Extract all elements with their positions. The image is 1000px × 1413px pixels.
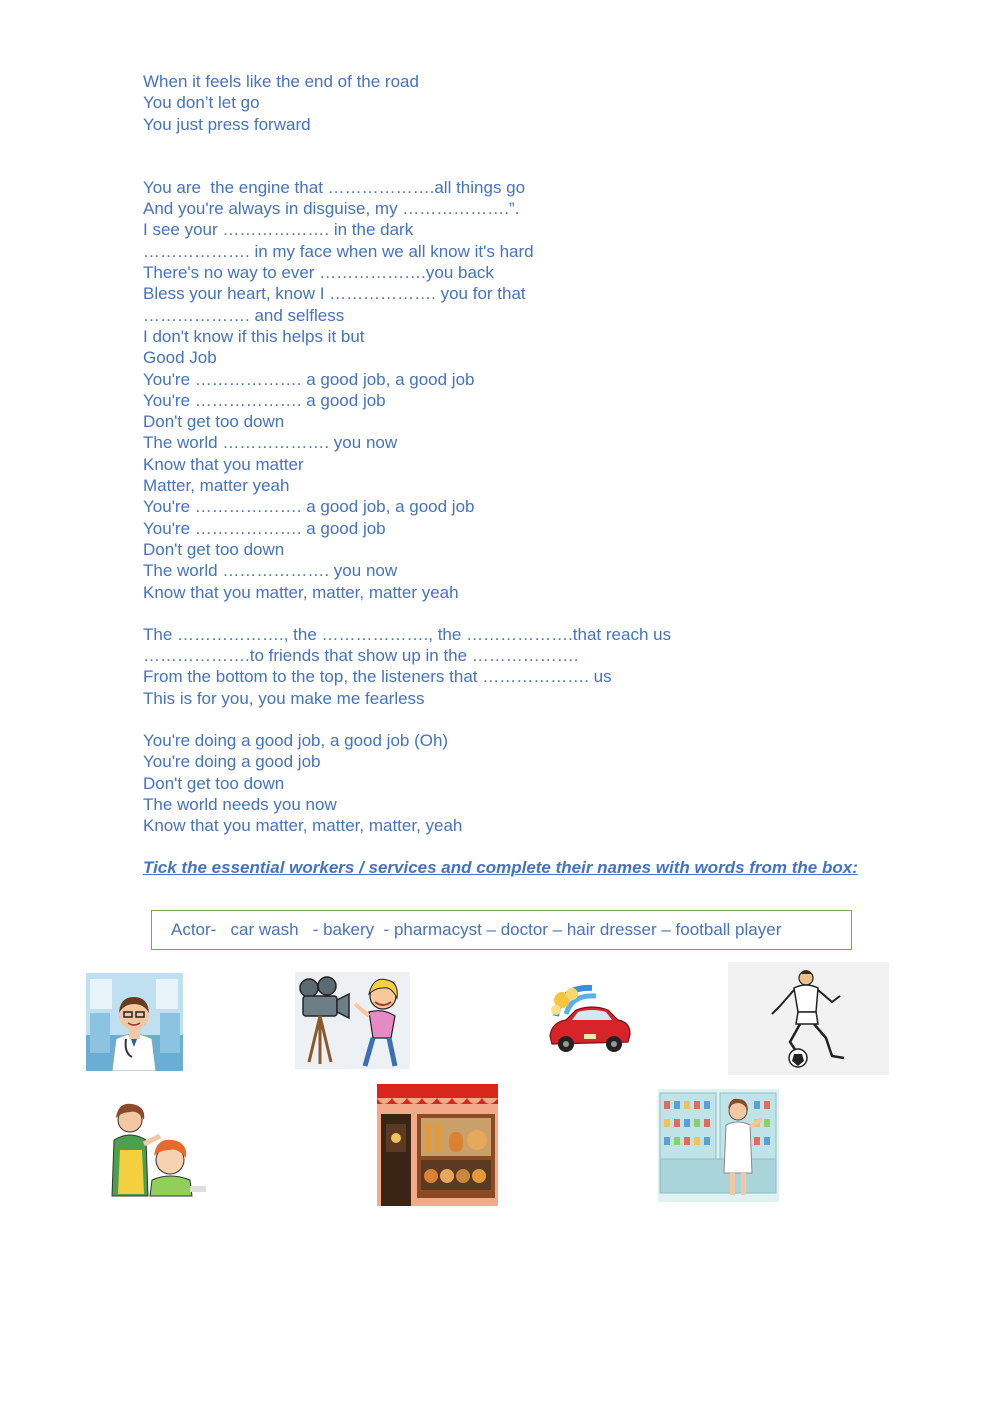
lyric-line: ………………. in my face when we all know it's hard: [143, 241, 534, 261]
football-player-illustration: [728, 962, 889, 1075]
lyric-line: I don't know if this helps it but: [143, 326, 365, 346]
hairdresser-illustration: [108, 1100, 208, 1198]
lyric-line: Don't get too down: [143, 539, 285, 559]
lyric-line: Know that you matter, matter, matter, yeah: [143, 816, 463, 836]
lyric-line: You're doing a good job: [143, 752, 321, 772]
lyric-line: You are the engine that ……………….all things go: [143, 177, 526, 197]
stanza-3: [143, 624, 903, 709]
movie-camera-icon: [295, 972, 410, 1069]
lyric-line: You're ………………. a good job, a good job: [143, 497, 475, 517]
lyric-line: The world ………………. you now: [143, 561, 398, 581]
lyric-line: You're ………………. a good job: [143, 518, 386, 538]
lyric-line: And you're always in disguise, my ……………….”.: [143, 199, 520, 219]
lyric-line: Matter, matter yeah: [143, 476, 290, 496]
stanza-1: [143, 71, 903, 135]
doctor-icon: [86, 973, 183, 1071]
lyric-line: Don't get too down: [143, 412, 285, 432]
pharmacist-illustration: [658, 1089, 779, 1202]
stanza-2: [143, 177, 903, 603]
lyric-line: Know that you matter, matter, matter yeah: [143, 582, 459, 602]
lyric-line: You don’t let go: [143, 93, 260, 113]
exercise-instruction: Tick the essential workers / services and complete their names with words from the box:: [143, 858, 858, 877]
lyric-line: Good Job: [143, 348, 217, 368]
car-icon: [546, 980, 632, 1056]
lyric-line: I see your ………………. in the dark: [143, 220, 414, 240]
hairdresser-icon: [108, 1100, 208, 1198]
lyric-line: This is for you, you make me fearless: [143, 688, 425, 708]
lyric-line: ………………. and selfless: [143, 305, 345, 325]
lyric-line: The world needs you now: [143, 794, 337, 814]
lyric-line: ……………….to friends that show up in the ……………….: [143, 646, 579, 666]
lyric-line: Bless your heart, know I ………………. you for that: [143, 284, 526, 304]
pharmacy-icon: [658, 1089, 779, 1202]
lyric-line: When it feels like the end of the road: [143, 72, 419, 91]
bakery-illustration: [377, 1084, 498, 1206]
doctor-illustration: [86, 973, 183, 1071]
stanza-4: [143, 730, 903, 836]
lyric-line: Know that you matter: [143, 454, 304, 474]
lyric-line: You're doing a good job, a good job (Oh): [143, 731, 449, 751]
lyric-line: There's no way to ever ……………….you back: [143, 263, 494, 283]
lyric-line: The world ………………. you now: [143, 433, 398, 453]
lyric-line: You're ………………. a good job, a good job: [143, 369, 475, 389]
song-lyrics: [143, 71, 903, 837]
word-box: Actor- car wash - bakery - pharmacyst – doctor – hair dresser – football player: [151, 910, 852, 950]
lyric-line: Don't get too down: [143, 773, 285, 793]
football-icon: [728, 962, 889, 1075]
car-wash-illustration: [546, 980, 632, 1056]
lyric-line: You're ………………. a good job: [143, 390, 386, 410]
lyric-line: From the bottom to the top, the listeners that ………………. us: [143, 667, 612, 687]
bakery-icon: [377, 1084, 498, 1206]
lyric-line: The ………………., the ………………., the ……………….that reach us: [143, 624, 672, 644]
lyric-line: You just press forward: [143, 114, 311, 134]
actor-illustration: [295, 972, 410, 1069]
